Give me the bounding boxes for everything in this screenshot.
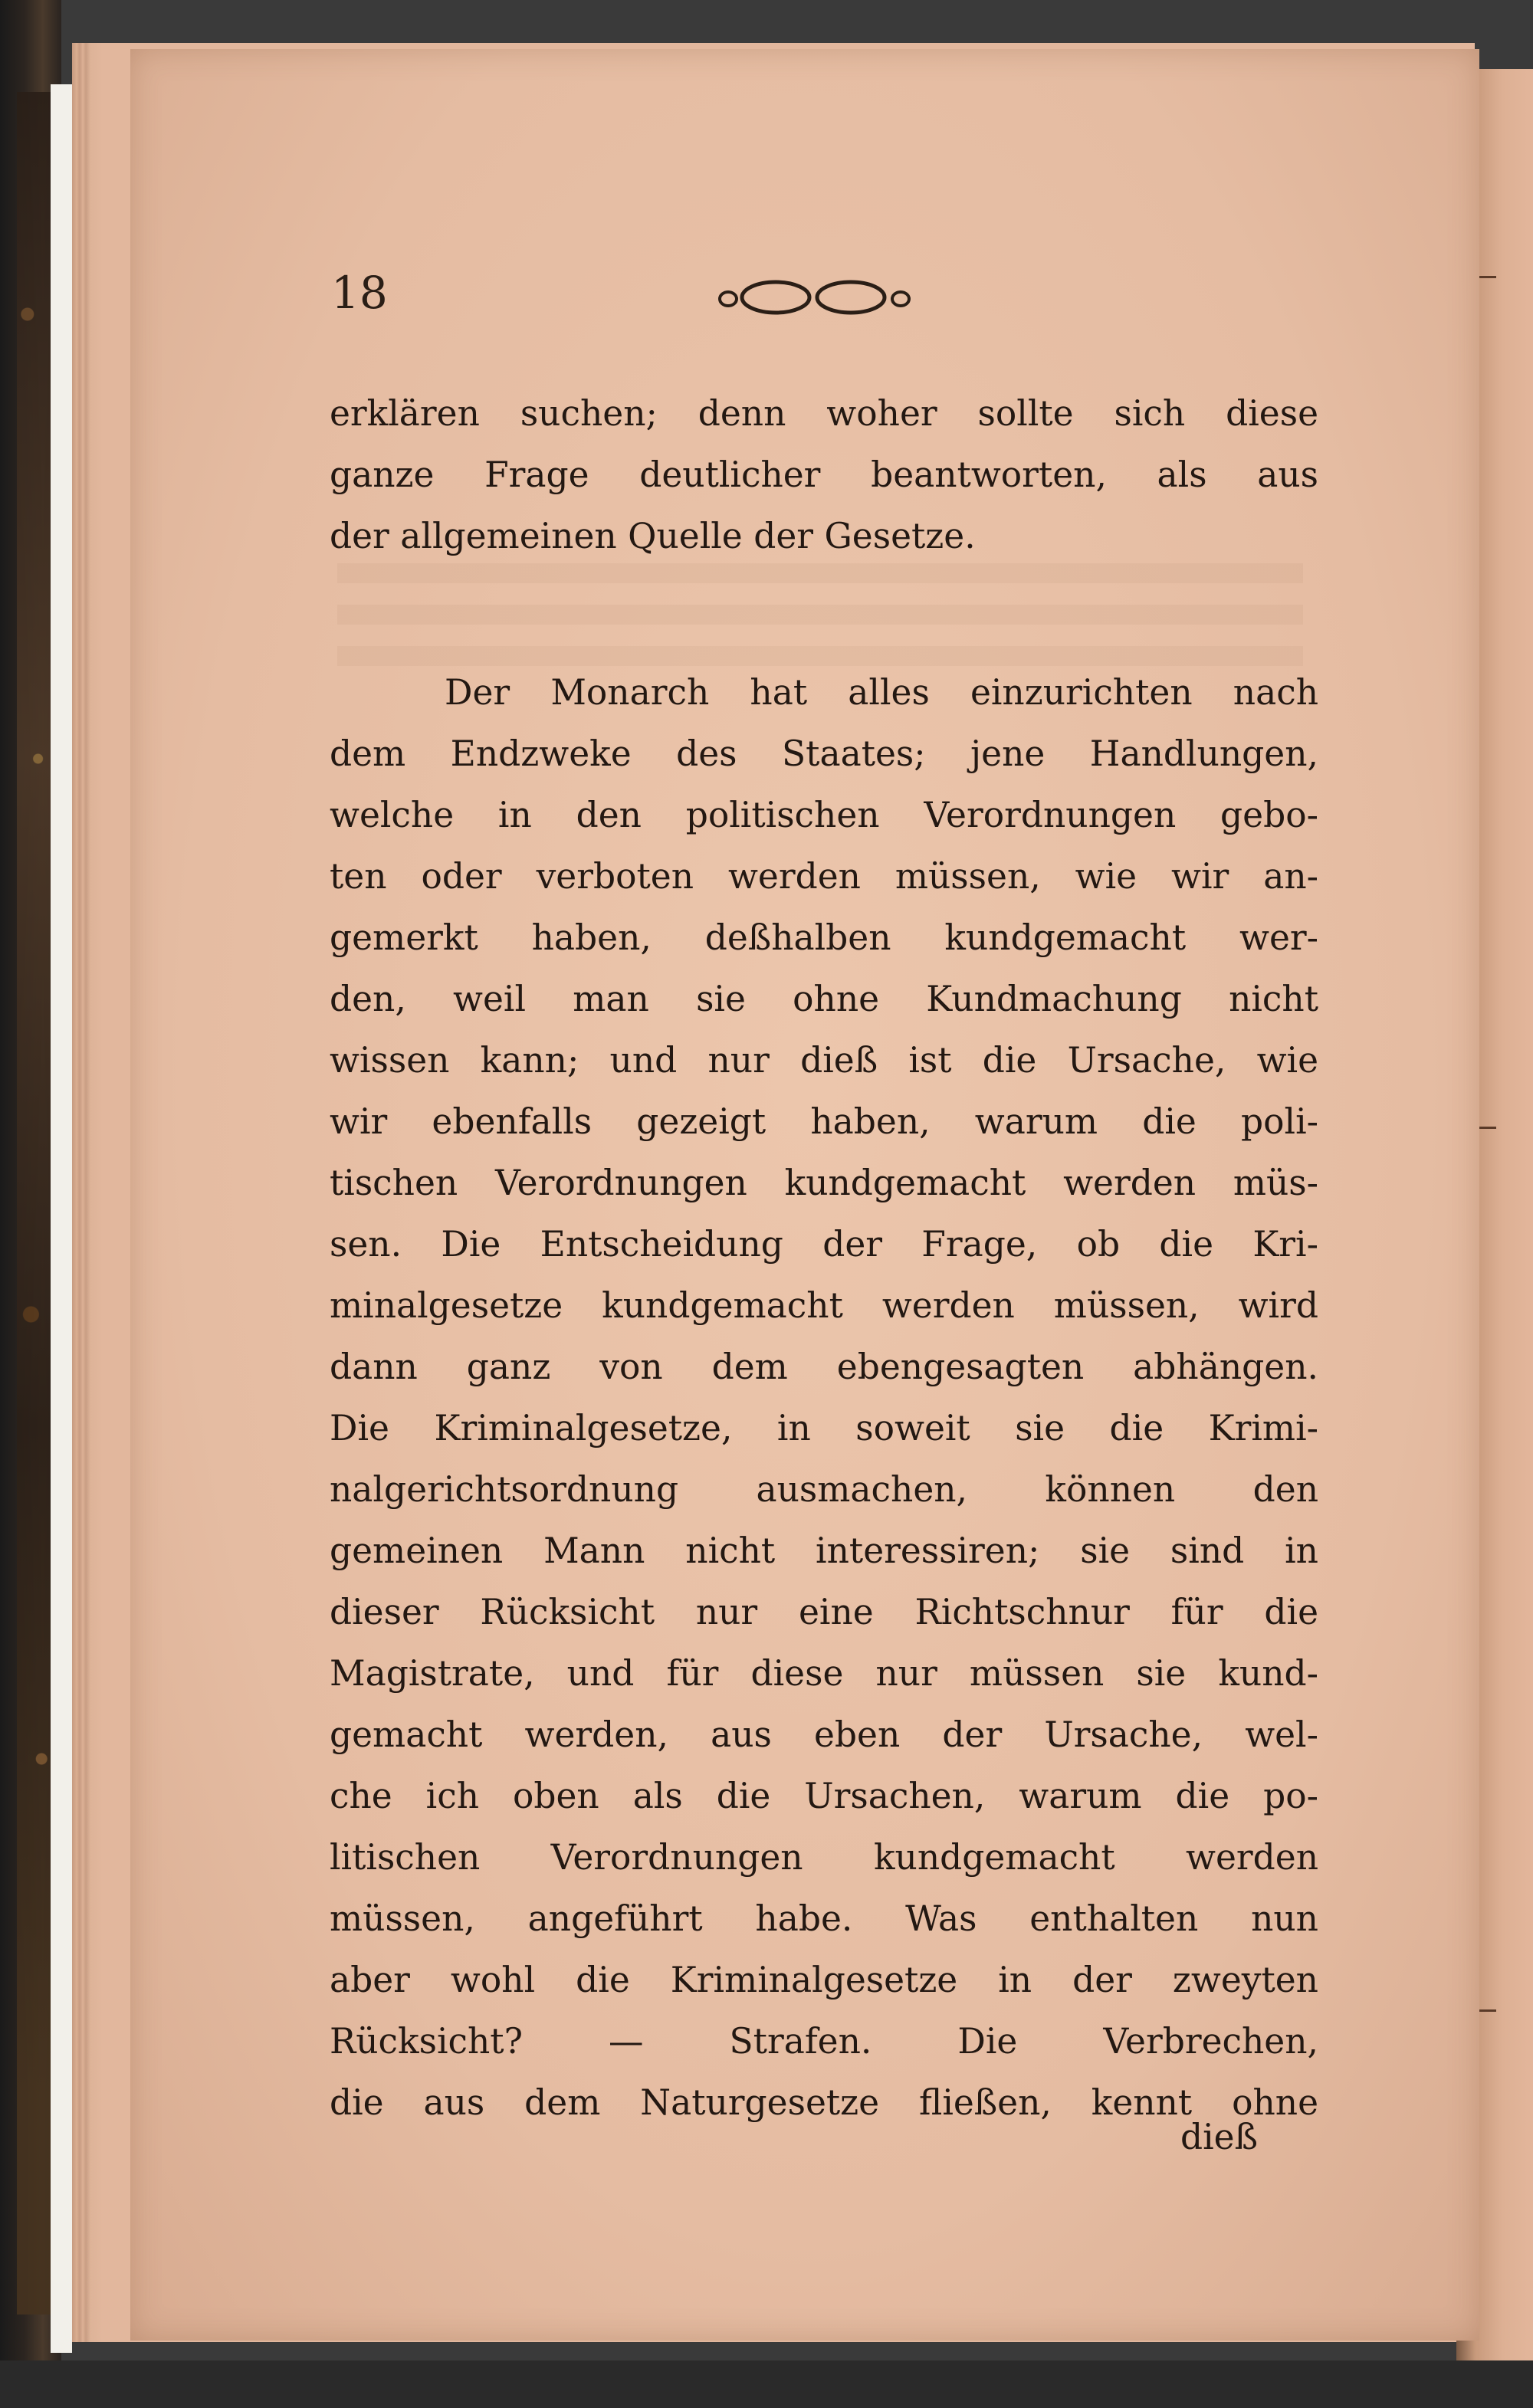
- scan-background: [0, 2360, 1533, 2408]
- text-line: den, weil man sie ohne Kundmachung nicht: [330, 979, 1318, 1019]
- text-line: dem Endzweke des Staates; jene Handlungen,: [330, 733, 1318, 774]
- text-line: aber wohl die Kriminalgesetze in der zweyten: [330, 1960, 1318, 2000]
- marbled-cover-edge: [17, 92, 52, 2315]
- text-line: litischen Verordnungen kundgemacht werden: [330, 1837, 1318, 1878]
- paragraph: [330, 662, 1318, 2134]
- text-line: minalgesetze kundgemacht werden müssen, wird: [330, 1285, 1318, 1326]
- text-line: dieser Rücksicht nur eine Richtschnur für die: [330, 1592, 1318, 1632]
- header-ornament-icon: [713, 277, 920, 317]
- text-line: dann ganz von dem ebengesagten abhängen.: [330, 1347, 1318, 1387]
- text-line: müssen, angeführt habe. Was enthalten nun: [330, 1898, 1318, 1939]
- text-line: gemerkt haben, deßhalben kundgemacht wer-: [330, 917, 1318, 958]
- text-line: gemacht werden, aus eben der Ursache, wel-: [330, 1714, 1318, 1755]
- text-line: gemeinen Mann nicht interessiren; sie sind in: [330, 1530, 1318, 1571]
- text-line: Rücksicht? — Strafen. Die Verbrechen,: [330, 2021, 1318, 2062]
- page-number: 18: [331, 267, 388, 319]
- text-line: wir ebenfalls gezeigt haben, warum die poli-: [330, 1101, 1318, 1142]
- text-line: Magistrate, und für diese nur müssen sie kund-: [330, 1653, 1318, 1694]
- text-line: sen. Die Entscheidung der Frage, ob die Kri-: [330, 1224, 1318, 1265]
- text-line: der allgemeinen Quelle der Gesetze.: [330, 516, 976, 556]
- text-line: welche in den politischen Verordnungen gebo-: [330, 795, 1318, 835]
- text-line: erklären suchen; denn woher sollte sich diese: [330, 393, 1318, 434]
- text-line: Der Monarch hat alles einzurichten nach: [445, 672, 1318, 713]
- endpaper-edge: [51, 84, 72, 2353]
- body-text: [330, 383, 1318, 2134]
- paragraph-spacing: [330, 567, 1318, 662]
- text-line: ten oder verboten werden müssen, wie wir an-: [330, 856, 1318, 897]
- paragraph: [330, 383, 1318, 567]
- text-line: che ich oben als die Ursachen, warum die po-: [330, 1776, 1318, 1816]
- catchword: dieß: [1180, 2117, 1258, 2157]
- text-line: ganze Frage deutlicher beantworten, als aus: [330, 454, 1318, 495]
- text-line: wissen kann; und nur dieß ist die Ursache, wie: [330, 1040, 1318, 1081]
- text-line: tischen Verordnungen kundgemacht werden müs-: [330, 1163, 1318, 1203]
- text-line: Die Kriminalgesetze, in soweit sie die Krimi-: [330, 1408, 1318, 1448]
- text-line: die aus dem Naturgesetze fließen, kennt ohne: [330, 2082, 1318, 2123]
- text-line: nalgerichtsordnung ausmachen, können den: [330, 1469, 1318, 1510]
